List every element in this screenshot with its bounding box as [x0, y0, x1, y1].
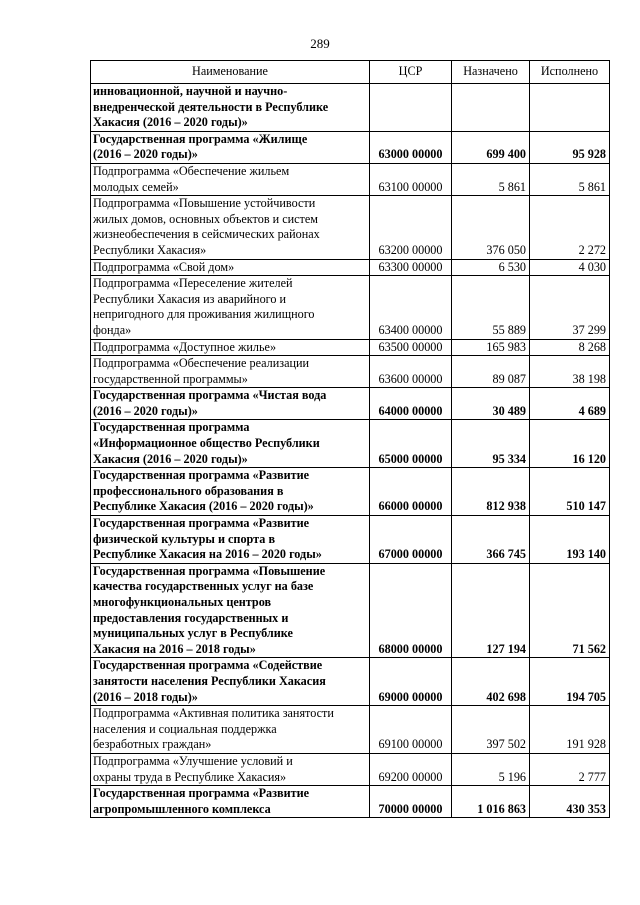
row-name-line: Подпрограмма «Улучшение условий и — [93, 753, 293, 768]
row-name-line: Государственная программа «Развитие — [93, 516, 310, 531]
table-row — [91, 658, 610, 706]
row-code: 69100 00000 — [370, 706, 452, 754]
table-row — [91, 468, 610, 516]
row-name-line: Государственная программа — [93, 420, 250, 435]
page-number: 289 — [310, 36, 330, 51]
row-name — [91, 420, 370, 468]
row-name-line: Государственная программа «Повышение — [93, 563, 326, 578]
row-code: 63100 00000 — [370, 163, 452, 195]
row-name-line: безработных граждан» — [93, 737, 212, 752]
row-executed: 5 861 — [530, 163, 610, 195]
row-name-line: инновационной, научной и научно- — [93, 84, 288, 98]
row-executed: 71 562 — [530, 563, 610, 658]
table-row — [91, 786, 610, 818]
row-name-line: государственной программы» — [93, 371, 248, 386]
column-header-name: Наименование — [91, 61, 370, 84]
row-code: 64000 00000 — [370, 388, 452, 420]
row-name-line: жилых домов, основных объектов и систем — [93, 211, 318, 226]
row-assigned: 95 334 — [452, 420, 530, 468]
row-name-line: молодых семей» — [93, 179, 179, 194]
row-name — [91, 196, 370, 259]
row-executed: 4 030 — [530, 259, 610, 276]
row-name-line: фонда» — [93, 322, 132, 337]
row-name-line: многофункциональных центров — [93, 595, 272, 609]
row-name-line: Подпрограмма «Обеспечение жильем — [93, 163, 290, 178]
row-name-line: охраны труда в Республике Хакасия» — [93, 769, 287, 784]
row-name-line: (2016 – 2020 годы)» — [93, 147, 198, 162]
row-name-line: Хакасия на 2016 – 2018 годы» — [93, 641, 256, 656]
row-name-line: «Информационное общество Республики — [93, 436, 320, 451]
row-name-line: Республике Хакасия на 2016 – 2020 годы» — [93, 547, 322, 562]
row-code: 66000 00000 — [370, 468, 452, 516]
row-executed: 191 928 — [530, 706, 610, 754]
row-assigned: 1 016 863 — [452, 786, 530, 818]
row-assigned: 6 530 — [452, 259, 530, 276]
row-assigned: 376 050 — [452, 196, 530, 259]
row-executed: 16 120 — [530, 420, 610, 468]
row-executed: 8 268 — [530, 339, 610, 356]
row-name-line: (2016 – 2020 годы)» — [93, 403, 198, 418]
table-row — [91, 339, 610, 356]
row-assigned: 30 489 — [452, 388, 530, 420]
row-code: 63500 00000 — [370, 339, 452, 356]
row-assigned: 89 087 — [452, 356, 530, 388]
table-row — [91, 356, 610, 388]
table-row — [91, 259, 610, 276]
row-name-line: Подпрограмма «Обеспечение реализации — [93, 356, 310, 371]
row-assigned: 165 983 — [452, 339, 530, 356]
budget-table — [90, 60, 610, 818]
row-name-line: внедренческой деятельности в Республике — [93, 99, 329, 114]
row-name-line: жизнеобеспечения в сейсмических районах — [93, 227, 320, 242]
row-executed: 510 147 — [530, 468, 610, 516]
row-name-line: Подпрограмма «Переселение жителей — [93, 276, 293, 291]
row-assigned: 397 502 — [452, 706, 530, 754]
row-name-line: Государственная программа «Чистая вода — [93, 388, 327, 403]
row-name-line: Государственная программа «Развитие — [93, 786, 310, 801]
row-name-line: Республике Хакасия (2016 – 2020 годы)» — [93, 499, 314, 514]
row-name-line: Подпрограмма «Свой дом» — [93, 259, 235, 274]
row-name-line: Подпрограмма «Доступное жилье» — [93, 339, 277, 354]
row-executed: 430 353 — [530, 786, 610, 818]
row-executed: 2 777 — [530, 753, 610, 785]
row-name-line: профессионального образования в — [93, 483, 284, 498]
row-name — [91, 516, 370, 564]
row-name — [91, 339, 370, 356]
row-name — [91, 163, 370, 195]
row-name — [91, 131, 370, 163]
row-assigned: 127 194 — [452, 563, 530, 658]
row-assigned: 812 938 — [452, 468, 530, 516]
row-name-line: предоставления государственных и — [93, 610, 289, 625]
row-assigned: 366 745 — [452, 516, 530, 564]
row-name — [91, 276, 370, 339]
row-name — [91, 388, 370, 420]
row-code: 63200 00000 — [370, 196, 452, 259]
row-name — [91, 259, 370, 276]
row-executed: 2 272 — [530, 196, 610, 259]
row-name-line: (2016 – 2018 годы)» — [93, 689, 198, 704]
row-name-line: Государственная программа «Содействие — [93, 658, 323, 673]
row-name — [91, 706, 370, 754]
row-executed: 95 928 — [530, 131, 610, 163]
table-row — [91, 516, 610, 564]
table-row — [91, 388, 610, 420]
table-row — [91, 276, 610, 339]
row-name-line: качества государственных услуг на базе — [93, 579, 314, 594]
row-code: 63600 00000 — [370, 356, 452, 388]
row-name-line: Подпрограмма «Повышение устойчивости — [93, 196, 316, 211]
row-name-line: Республики Хакасия» — [93, 242, 207, 257]
row-code: 63000 00000 — [370, 131, 452, 163]
row-name-line: Республики Хакасия из аварийного и — [93, 291, 287, 306]
row-name — [91, 658, 370, 706]
row-code: 69000 00000 — [370, 658, 452, 706]
table-row — [91, 84, 610, 132]
row-name-line: Хакасия (2016 – 2020 годы)» — [93, 451, 248, 466]
row-name-line: населения и социальная поддержка — [93, 721, 277, 736]
table-header-row — [91, 61, 610, 84]
row-name — [91, 753, 370, 785]
row-name-line: муниципальных услуг в Республике — [93, 626, 293, 641]
column-header-executed: Исполнено — [530, 61, 610, 84]
row-code: 67000 00000 — [370, 516, 452, 564]
row-name-line: непригодного для проживания жилищного — [93, 307, 315, 322]
row-name-line: Хакасия (2016 – 2020 годы)» — [93, 115, 248, 130]
table-row — [91, 420, 610, 468]
row-name-line: занятости населения Республики Хакасия — [93, 673, 326, 688]
row-name-line: Подпрограмма «Активная политика занятости — [93, 706, 334, 721]
row-code — [370, 84, 452, 132]
row-executed: 37 299 — [530, 276, 610, 339]
row-name-line: агропромышленного комплекса — [93, 801, 271, 816]
row-code: 69200 00000 — [370, 753, 452, 785]
row-name — [91, 468, 370, 516]
row-name-line: физической культуры и спорта в — [93, 531, 276, 546]
row-name-line: Государственная программа «Жилище — [93, 131, 308, 146]
row-name — [91, 84, 370, 132]
row-code: 70000 00000 — [370, 786, 452, 818]
column-header-code: ЦСР — [370, 61, 452, 84]
row-code: 63400 00000 — [370, 276, 452, 339]
row-name-line: Государственная программа «Развитие — [93, 468, 310, 483]
row-code: 65000 00000 — [370, 420, 452, 468]
column-header-assigned: Назначено — [452, 61, 530, 84]
table-row — [91, 196, 610, 259]
row-executed: 4 689 — [530, 388, 610, 420]
table-row — [91, 706, 610, 754]
row-executed: 38 198 — [530, 356, 610, 388]
row-executed: 194 705 — [530, 658, 610, 706]
row-assigned: 699 400 — [452, 131, 530, 163]
row-assigned: 402 698 — [452, 658, 530, 706]
table-row — [91, 753, 610, 785]
row-assigned: 5 196 — [452, 753, 530, 785]
row-assigned — [452, 84, 530, 132]
row-name — [91, 786, 370, 818]
table-body — [91, 84, 610, 818]
row-executed: 193 140 — [530, 516, 610, 564]
table-row — [91, 163, 610, 195]
table-row — [91, 563, 610, 658]
table-row — [91, 131, 610, 163]
row-code: 68000 00000 — [370, 563, 452, 658]
row-code: 63300 00000 — [370, 259, 452, 276]
row-assigned: 55 889 — [452, 276, 530, 339]
row-name — [91, 563, 370, 658]
row-assigned: 5 861 — [452, 163, 530, 195]
row-executed — [530, 84, 610, 132]
row-name — [91, 356, 370, 388]
